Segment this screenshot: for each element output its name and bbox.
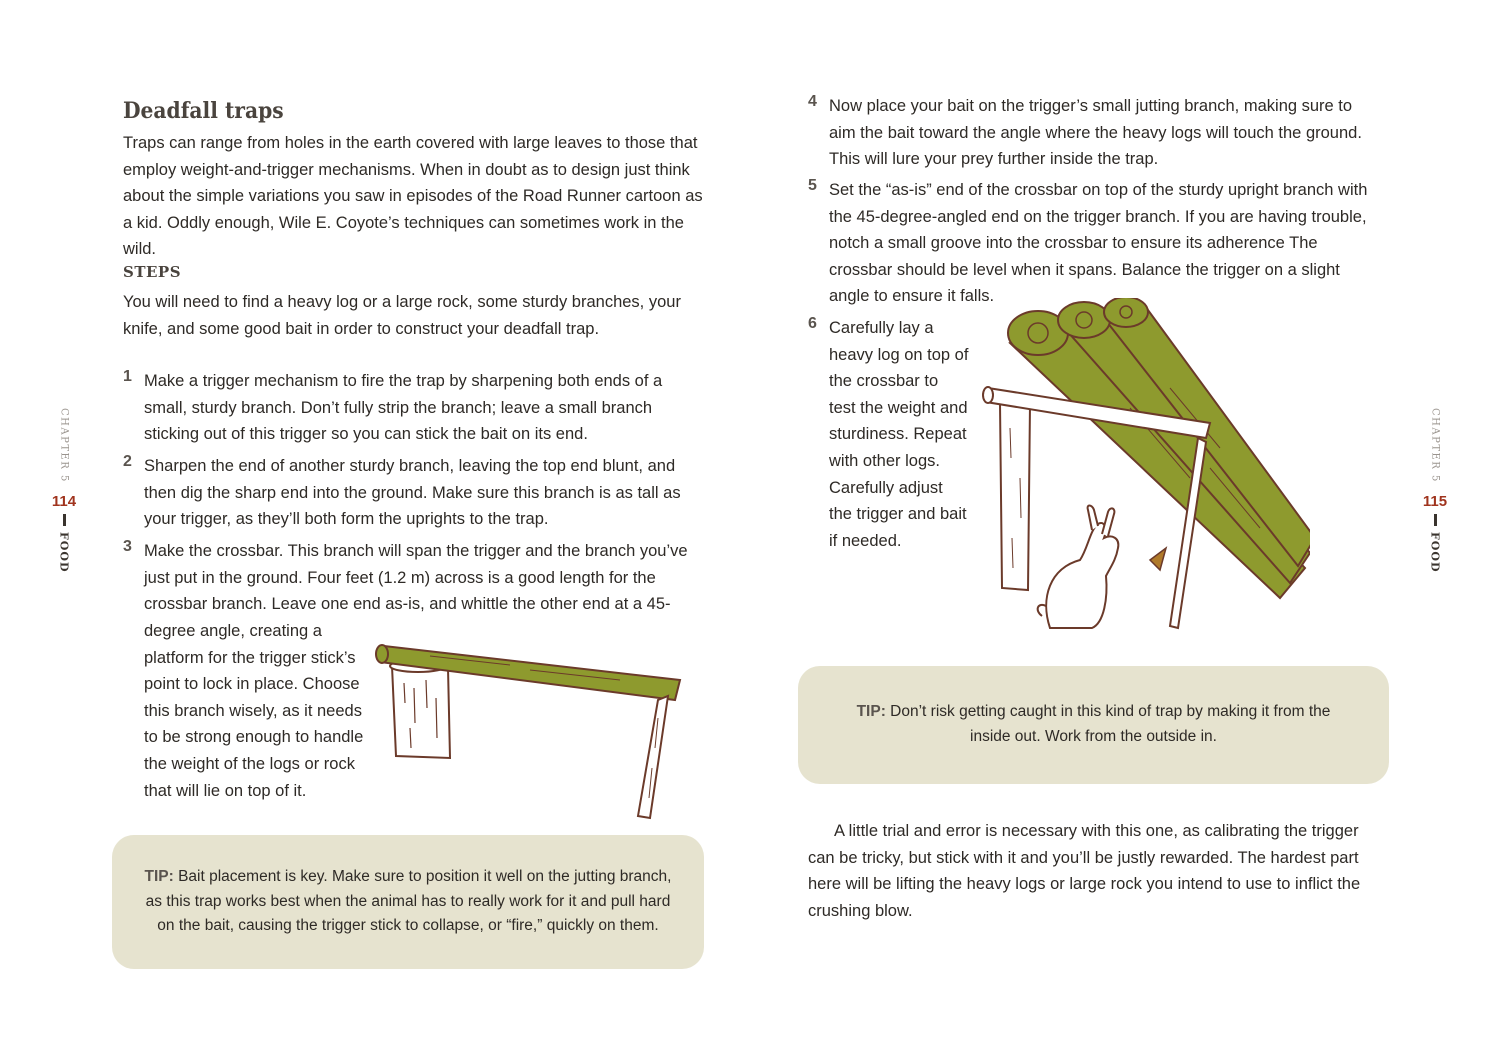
chapter-label: CHAPTER 5: [1429, 408, 1441, 483]
tip-label: TIP:: [856, 703, 886, 721]
tip-box: [112, 835, 704, 969]
deadfall-trap-illustration: [980, 298, 1310, 648]
step-text: Sharpen the end of another sturdy branch, leaving the top end blunt, and then dig the sharp end into the ground. Make sure this branch is as tall as your trigger, as they’ll both form the uprights to the trap.: [144, 457, 681, 529]
section-label: FOOD: [57, 531, 71, 573]
right-page: [750, 0, 1500, 1056]
margin-rule: [1434, 514, 1437, 526]
step-text: Make a trigger mechanism to fire the trap by sharpening both ends of a small, sturdy branch. Don’t fully strip the branch; leave a small branch sticking out of this trigger so you can stick the bait on its end.: [144, 372, 663, 444]
step-text: Set the “as-is” end of the crossbar on top of the sturdy upright branch with the 45-degree-angled end on the trigger branch. If you are having trouble, notch a small groove into the crossbar to ensure its adherence The crossbar should be level when it spans. Balance the trigger on a slight angle to ensure it falls.: [829, 181, 1368, 306]
margin-rule: [63, 514, 66, 526]
closing-paragraph: A little trial and error is necessary with this one, as calibrating the trigger can be tricky, but stick with it and you’ll be justly rewarded. The hardest part here will be lifting the heavy logs or large rock you intend to use to inflict the crushing blow.: [808, 822, 1361, 920]
page-number: 115: [1422, 492, 1448, 510]
step-number: 1: [123, 368, 132, 385]
page-title: Deadfall traps: [123, 98, 284, 124]
step-number: 3: [123, 538, 132, 555]
tip-text: [838, 700, 1349, 749]
right-margin-marker: [1423, 408, 1447, 572]
tip-body: Don’t risk getting caught in this kind of trap by making it from the inside out. Work from the outside in.: [885, 703, 1331, 745]
tip-text: [138, 865, 678, 939]
tip-box: [798, 666, 1389, 784]
step-text: Carefully lay a heavy log on top of the crossbar to test the weight and sturdiness. Repeat with other logs. Carefully adjust the trigger and bait if needed.: [829, 319, 969, 550]
crossbar-illustration: [370, 628, 700, 823]
step-number: 4: [808, 93, 817, 110]
step-text-wrapped: degree angle, creating a platform for the trigger stick’s point to lock in place. Choose this branch wisely, as it needs to be strong enough to handle the weight of the logs or rock that will lie on top of it.: [144, 622, 364, 800]
intro-paragraph: Traps can range from holes in the earth covered with large leaves to those that employ weight-and-trigger mechanisms. When in doubt as to design just think about the simple variations you saw in episodes of the Road Runner cartoon as a kid. Oddly enough, Wile E. Coyote’s techniques can sometimes work in the wild.: [123, 134, 703, 259]
step-text: Now place your bait on the trigger’s small jutting branch, making sure to aim the bait toward the angle where the heavy logs will touch the ground. This will lure your prey further inside the trap.: [829, 97, 1362, 169]
left-margin-marker: [52, 408, 76, 572]
step-number: 5: [808, 177, 817, 194]
steps-intro-paragraph: You will need to find a heavy log or a large rock, some sturdy branches, your knife, and some good bait in order to construct your deadfall trap.: [123, 293, 681, 338]
page-number: 114: [51, 492, 77, 510]
step-number: 2: [123, 453, 132, 470]
steps-heading: STEPS: [123, 263, 182, 281]
chapter-label: CHAPTER 5: [58, 408, 70, 483]
step-number: 6: [808, 315, 817, 332]
section-label: FOOD: [1428, 531, 1442, 573]
step-text: Make the crossbar. This branch will span the trigger and the branch you’ve just put in the ground. Four feet (1.2 m) across is a good length for the crossbar branch. Leave one end as-is, and whittle the other end at a 45-: [144, 542, 688, 614]
tip-label: TIP:: [144, 868, 174, 886]
tip-body: Bait placement is key. Make sure to position it well on the jutting branch, as this trap works best when the animal has to really work for it and pull hard on the bait, causing the trigger stick to collapse, or “fire,” quickly on them.: [145, 868, 672, 935]
